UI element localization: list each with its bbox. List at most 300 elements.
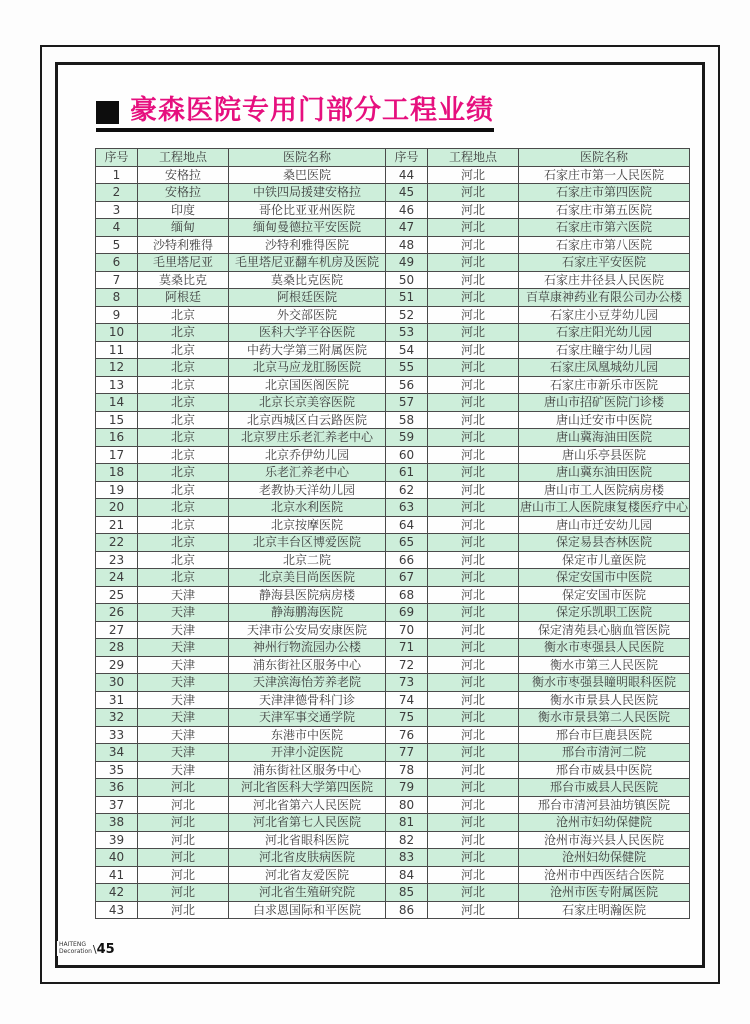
index-cell: 10	[96, 324, 138, 342]
index-cell: 61	[386, 464, 428, 482]
index-cell: 67	[386, 569, 428, 587]
location-cell: 天津	[138, 744, 229, 762]
hospital-cell: 沧州市中西医结合医院	[519, 866, 690, 884]
index-cell: 43	[96, 901, 138, 919]
index-cell: 22	[96, 534, 138, 552]
location-cell: 河北	[428, 289, 519, 307]
location-cell: 天津	[138, 656, 229, 674]
location-cell: 莫桑比克	[138, 271, 229, 289]
index-cell: 26	[96, 604, 138, 622]
index-cell: 60	[386, 446, 428, 464]
index-cell: 3	[96, 201, 138, 219]
table-row	[96, 481, 690, 499]
table-row	[96, 166, 690, 184]
page-number: 45	[96, 941, 115, 957]
location-cell: 河北	[428, 569, 519, 587]
hospital-cell: 衡水市景县第二人民医院	[519, 709, 690, 727]
hospital-cell: 北京马应龙肛肠医院	[229, 359, 386, 377]
hospital-cell: 石家庄市第四医院	[519, 184, 690, 202]
index-cell: 84	[386, 866, 428, 884]
index-cell: 35	[96, 761, 138, 779]
location-cell: 河北	[428, 656, 519, 674]
table-row	[96, 376, 690, 394]
hospital-cell: 保定市儿童医院	[519, 551, 690, 569]
table-row	[96, 586, 690, 604]
location-cell: 河北	[428, 219, 519, 237]
hospital-cell: 衡水市枣强县瞳明眼科医院	[519, 674, 690, 692]
hospital-cell: 保定清苑县心脑血管医院	[519, 621, 690, 639]
index-cell: 19	[96, 481, 138, 499]
hospital-cell: 石家庄明瀚医院	[519, 901, 690, 919]
location-cell: 河北	[138, 814, 229, 832]
hospital-cell: 邢台市清河县油坊镇医院	[519, 796, 690, 814]
location-cell: 河北	[428, 324, 519, 342]
index-cell: 2	[96, 184, 138, 202]
index-cell: 14	[96, 394, 138, 412]
index-cell: 48	[386, 236, 428, 254]
location-cell: 河北	[138, 901, 229, 919]
index-cell: 37	[96, 796, 138, 814]
table-row	[96, 324, 690, 342]
hospital-cell: 乐老汇养老中心	[229, 464, 386, 482]
index-cell: 25	[96, 586, 138, 604]
hospital-cell: 北京丰台区博爱医院	[229, 534, 386, 552]
table-row	[96, 411, 690, 429]
location-cell: 河北	[428, 849, 519, 867]
index-cell: 1	[96, 166, 138, 184]
table-row	[96, 236, 690, 254]
index-cell: 31	[96, 691, 138, 709]
hospital-cell: 中铁四局援建安格拉	[229, 184, 386, 202]
table-row	[96, 499, 690, 517]
index-cell: 81	[386, 814, 428, 832]
hospital-cell: 北京西城区白云路医院	[229, 411, 386, 429]
location-cell: 安格拉	[138, 166, 229, 184]
hospital-cell: 沧州市海兴县人民医院	[519, 831, 690, 849]
index-cell: 12	[96, 359, 138, 377]
hospital-cell: 静海鹏海医院	[229, 604, 386, 622]
hospital-cell: 静海县医院病房楼	[229, 586, 386, 604]
index-cell: 49	[386, 254, 428, 272]
index-cell: 28	[96, 639, 138, 657]
location-cell: 北京	[138, 306, 229, 324]
projects-table-header	[96, 149, 690, 167]
hospital-cell: 神州行物流园办公楼	[229, 639, 386, 657]
hospital-cell: 衡水市景县人民医院	[519, 691, 690, 709]
index-cell: 15	[96, 411, 138, 429]
index-cell: 17	[96, 446, 138, 464]
location-cell: 天津	[138, 691, 229, 709]
hospital-cell: 东港市中医院	[229, 726, 386, 744]
location-cell: 河北	[428, 359, 519, 377]
location-cell: 北京	[138, 324, 229, 342]
hospital-cell: 唐山迁安市中医院	[519, 411, 690, 429]
table-row	[96, 551, 690, 569]
location-cell: 天津	[138, 761, 229, 779]
index-cell: 32	[96, 709, 138, 727]
location-cell: 河北	[428, 516, 519, 534]
hospital-cell: 河北省生殖研究院	[229, 884, 386, 902]
location-cell: 河北	[428, 499, 519, 517]
index-cell: 5	[96, 236, 138, 254]
index-cell: 24	[96, 569, 138, 587]
location-cell: 天津	[138, 674, 229, 692]
hospital-cell: 保定安国市医院	[519, 586, 690, 604]
hospital-cell: 沧州妇幼保健院	[519, 849, 690, 867]
header-row	[96, 149, 690, 167]
index-cell: 78	[386, 761, 428, 779]
location-cell: 河北	[428, 586, 519, 604]
table-row	[96, 359, 690, 377]
location-cell: 印度	[138, 201, 229, 219]
hospital-cell: 唐山市迁安幼儿园	[519, 516, 690, 534]
hospital-cell: 北京二院	[229, 551, 386, 569]
location-cell: 北京	[138, 446, 229, 464]
hospital-cell: 浦东街社区服务中心	[229, 656, 386, 674]
table-row	[96, 289, 690, 307]
table-row	[96, 674, 690, 692]
hospital-cell: 石家庄凤凰城幼儿园	[519, 359, 690, 377]
table-row	[96, 761, 690, 779]
table-row	[96, 796, 690, 814]
location-cell: 北京	[138, 516, 229, 534]
hospital-cell: 沧州市妇幼保健院	[519, 814, 690, 832]
location-cell: 河北	[138, 884, 229, 902]
hospital-cell: 老教协天洋幼儿园	[229, 481, 386, 499]
brand-subname: Decoration	[59, 947, 92, 955]
page-footer	[57, 941, 117, 956]
index-cell: 20	[96, 499, 138, 517]
index-cell: 27	[96, 621, 138, 639]
location-cell: 天津	[138, 586, 229, 604]
index-cell: 71	[386, 639, 428, 657]
location-cell: 河北	[428, 534, 519, 552]
hospital-cell: 唐山冀东油田医院	[519, 464, 690, 482]
brand-name: HAITENG	[59, 941, 86, 948]
hospital-cell: 邢台市威县中医院	[519, 761, 690, 779]
location-cell: 天津	[138, 726, 229, 744]
location-cell: 河北	[428, 796, 519, 814]
hospital-cell: 唐山市工人医院病房楼	[519, 481, 690, 499]
table-row	[96, 621, 690, 639]
location-cell: 河北	[428, 726, 519, 744]
hospital-cell: 北京罗庄乐老汇养老中心	[229, 429, 386, 447]
index-cell: 80	[386, 796, 428, 814]
location-cell: 河北	[428, 166, 519, 184]
location-cell: 河北	[138, 779, 229, 797]
index-cell: 8	[96, 289, 138, 307]
index-cell: 82	[386, 831, 428, 849]
location-cell: 河北	[428, 254, 519, 272]
index-cell: 40	[96, 849, 138, 867]
table-row	[96, 831, 690, 849]
location-cell: 天津	[138, 639, 229, 657]
table-row	[96, 709, 690, 727]
index-cell: 66	[386, 551, 428, 569]
index-cell: 13	[96, 376, 138, 394]
hospital-cell: 莫桑比克医院	[229, 271, 386, 289]
location-cell: 河北	[428, 551, 519, 569]
location-cell: 河北	[428, 394, 519, 412]
location-cell: 缅甸	[138, 219, 229, 237]
hospital-cell: 河北省皮肤病医院	[229, 849, 386, 867]
index-cell: 36	[96, 779, 138, 797]
hospital-cell: 河北省医科大学第四医院	[229, 779, 386, 797]
hospital-cell: 天津军事交通学院	[229, 709, 386, 727]
table-row	[96, 429, 690, 447]
index-cell: 23	[96, 551, 138, 569]
hospital-cell: 唐山市工人医院康复楼医疗中心	[520, 500, 689, 515]
hospital-cell: 邢台市威县人民医院	[519, 779, 690, 797]
hospital-cell: 石家庄阳光幼儿园	[519, 324, 690, 342]
index-cell: 77	[386, 744, 428, 762]
hospital-cell: 河北省友爱医院	[229, 866, 386, 884]
location-cell: 北京	[138, 481, 229, 499]
table-row	[96, 604, 690, 622]
location-cell: 河北	[428, 901, 519, 919]
location-cell: 河北	[428, 341, 519, 359]
location-cell: 河北	[428, 604, 519, 622]
index-cell: 33	[96, 726, 138, 744]
location-cell: 河北	[428, 639, 519, 657]
index-cell: 73	[386, 674, 428, 692]
location-cell: 河北	[428, 814, 519, 832]
table-row	[96, 726, 690, 744]
index-cell: 11	[96, 341, 138, 359]
index-cell: 39	[96, 831, 138, 849]
hospital-cell: 石家庄平安医院	[519, 254, 690, 272]
location-cell: 北京	[138, 464, 229, 482]
table-row	[96, 779, 690, 797]
hospital-cell: 天津津德骨科门诊	[229, 691, 386, 709]
index-cell: 83	[386, 849, 428, 867]
index-cell: 30	[96, 674, 138, 692]
hospital-cell: 开津小淀医院	[229, 744, 386, 762]
title-block	[96, 97, 494, 132]
location-cell: 河北	[428, 236, 519, 254]
table-row	[96, 744, 690, 762]
location-cell: 河北	[428, 779, 519, 797]
projects-table	[95, 148, 690, 919]
hospital-cell: 缅甸曼德拉平安医院	[229, 219, 386, 237]
hospital-cell: 石家庄市第八医院	[519, 236, 690, 254]
table-row	[96, 271, 690, 289]
location-cell: 北京	[138, 534, 229, 552]
hospital-cell: 天津滨海怡芳养老院	[229, 674, 386, 692]
location-cell: 河北	[428, 709, 519, 727]
hospital-cell: 石家庄市第六医院	[519, 219, 690, 237]
index-cell: 38	[96, 814, 138, 832]
header-hospital-2: 医院名称	[519, 149, 690, 167]
index-cell: 34	[96, 744, 138, 762]
table-row	[96, 201, 690, 219]
header-hospital: 医院名称	[229, 149, 386, 167]
index-cell: 46	[386, 201, 428, 219]
location-cell: 河北	[138, 866, 229, 884]
hospital-cell: 毛里塔尼亚翻车机房及医院	[229, 254, 386, 272]
hospital-cell: 北京美目尚医医院	[229, 569, 386, 587]
table-row	[96, 656, 690, 674]
hospital-cell: 中药大学第三附属医院	[229, 341, 386, 359]
location-cell: 河北	[428, 831, 519, 849]
index-cell: 75	[386, 709, 428, 727]
hospital-cell: 哥伦比亚亚州医院	[229, 201, 386, 219]
index-cell: 58	[386, 411, 428, 429]
location-cell: 北京	[138, 359, 229, 377]
projects-table-body	[96, 166, 690, 919]
hospital-cell: 邢台市清河二院	[519, 744, 690, 762]
hospital-cell: 外交部医院	[229, 306, 386, 324]
table-row	[96, 464, 690, 482]
location-cell: 北京	[138, 499, 229, 517]
index-cell: 85	[386, 884, 428, 902]
index-cell: 7	[96, 271, 138, 289]
index-cell: 50	[386, 271, 428, 289]
index-cell: 55	[386, 359, 428, 377]
index-cell: 45	[386, 184, 428, 202]
hospital-cell: 唐山市招矿医院门诊楼	[519, 394, 690, 412]
location-cell: 北京	[138, 411, 229, 429]
location-cell: 河北	[428, 621, 519, 639]
table-row	[96, 394, 690, 412]
location-cell: 河北	[428, 481, 519, 499]
index-cell: 41	[96, 866, 138, 884]
hospital-cell: 保定安国市中医院	[519, 569, 690, 587]
location-cell: 天津	[138, 621, 229, 639]
location-cell: 北京	[138, 569, 229, 587]
location-cell: 北京	[138, 394, 229, 412]
index-cell: 51	[386, 289, 428, 307]
header-location: 工程地点	[138, 149, 229, 167]
location-cell: 河北	[428, 411, 519, 429]
location-cell: 河北	[428, 271, 519, 289]
index-cell: 63	[386, 499, 428, 517]
hospital-cell: 百草康神药业有限公司办公楼	[519, 289, 690, 307]
hospital-cell: 河北省眼科医院	[229, 831, 386, 849]
table-row	[96, 341, 690, 359]
index-cell: 18	[96, 464, 138, 482]
hospital-cell: 石家庄小豆芽幼儿园	[519, 306, 690, 324]
location-cell: 北京	[138, 376, 229, 394]
table-row	[96, 901, 690, 919]
index-cell: 4	[96, 219, 138, 237]
index-cell: 52	[386, 306, 428, 324]
hospital-cell: 北京国医阁医院	[229, 376, 386, 394]
index-cell: 9	[96, 306, 138, 324]
location-cell: 天津	[138, 604, 229, 622]
header-index-2: 序号	[386, 149, 428, 167]
location-cell: 河北	[138, 849, 229, 867]
index-cell: 54	[386, 341, 428, 359]
table-row	[96, 814, 690, 832]
location-cell: 安格拉	[138, 184, 229, 202]
index-cell: 86	[386, 901, 428, 919]
hospital-cell: 唐山乐亭县医院	[519, 446, 690, 464]
hospital-cell: 天津市公安局安康医院	[229, 621, 386, 639]
location-cell: 河北	[428, 184, 519, 202]
hospital-cell: 石家庄瞳宇幼儿园	[519, 341, 690, 359]
index-cell: 21	[96, 516, 138, 534]
location-cell: 河北	[428, 674, 519, 692]
index-cell: 70	[386, 621, 428, 639]
hospital-cell: 北京乔伊幼儿园	[229, 446, 386, 464]
location-cell: 毛里塔尼亚	[138, 254, 229, 272]
index-cell: 47	[386, 219, 428, 237]
page-title: 豪森医院专用门部分工程业绩	[130, 95, 494, 126]
table-row	[96, 884, 690, 902]
hospital-cell: 邢台市巨鹿县医院	[519, 726, 690, 744]
table-row	[96, 219, 690, 237]
brand-logo	[59, 942, 92, 955]
hospital-cell: 白求恩国际和平医院	[229, 901, 386, 919]
hospital-cell: 石家庄市新乐市医院	[519, 376, 690, 394]
hospital-cell: 石家庄市第五医院	[519, 201, 690, 219]
index-cell: 57	[386, 394, 428, 412]
location-cell: 河北	[428, 884, 519, 902]
hospital-cell: 保定乐凯职工医院	[519, 604, 690, 622]
index-cell: 29	[96, 656, 138, 674]
location-cell: 河北	[138, 796, 229, 814]
hospital-cell: 河北省第七人民医院	[229, 814, 386, 832]
header-location-2: 工程地点	[428, 149, 519, 167]
hospital-cell: 北京水利医院	[229, 499, 386, 517]
hospital-cell: 石家庄井径县人民医院	[519, 271, 690, 289]
index-cell: 53	[386, 324, 428, 342]
location-cell: 河北	[428, 866, 519, 884]
hospital-cell: 阿根廷医院	[229, 289, 386, 307]
index-cell: 76	[386, 726, 428, 744]
location-cell: 河北	[428, 446, 519, 464]
hospital-cell: 桑巴医院	[229, 166, 386, 184]
hospital-cell: 沧州市医专附属医院	[519, 884, 690, 902]
table-row	[96, 446, 690, 464]
index-cell: 44	[386, 166, 428, 184]
location-cell: 河北	[138, 831, 229, 849]
table-row	[96, 184, 690, 202]
index-cell: 68	[386, 586, 428, 604]
location-cell: 沙特利雅得	[138, 236, 229, 254]
location-cell: 河北	[428, 761, 519, 779]
table-row	[96, 849, 690, 867]
hospital-cell: 唐山冀海油田医院	[519, 429, 690, 447]
hospital-cell: 石家庄市第一人民医院	[519, 166, 690, 184]
index-cell: 65	[386, 534, 428, 552]
table-row	[96, 569, 690, 587]
index-cell: 69	[386, 604, 428, 622]
table-row	[96, 691, 690, 709]
hospital-cell: 医科大学平谷医院	[229, 324, 386, 342]
location-cell: 北京	[138, 551, 229, 569]
index-cell: 62	[386, 481, 428, 499]
index-cell: 74	[386, 691, 428, 709]
location-cell: 河北	[428, 429, 519, 447]
location-cell: 北京	[138, 429, 229, 447]
location-cell: 阿根廷	[138, 289, 229, 307]
hospital-cell: 北京按摩医院	[229, 516, 386, 534]
table-row	[96, 254, 690, 272]
index-cell: 6	[96, 254, 138, 272]
hospital-cell: 沙特利雅得医院	[229, 236, 386, 254]
table-row	[96, 516, 690, 534]
location-cell: 河北	[428, 744, 519, 762]
index-cell: 72	[386, 656, 428, 674]
title-underline	[96, 97, 494, 132]
index-cell: 56	[386, 376, 428, 394]
index-cell: 79	[386, 779, 428, 797]
hospital-cell: 浦东街社区服务中心	[229, 761, 386, 779]
section-marker-square-icon	[96, 101, 119, 124]
location-cell: 河北	[428, 201, 519, 219]
